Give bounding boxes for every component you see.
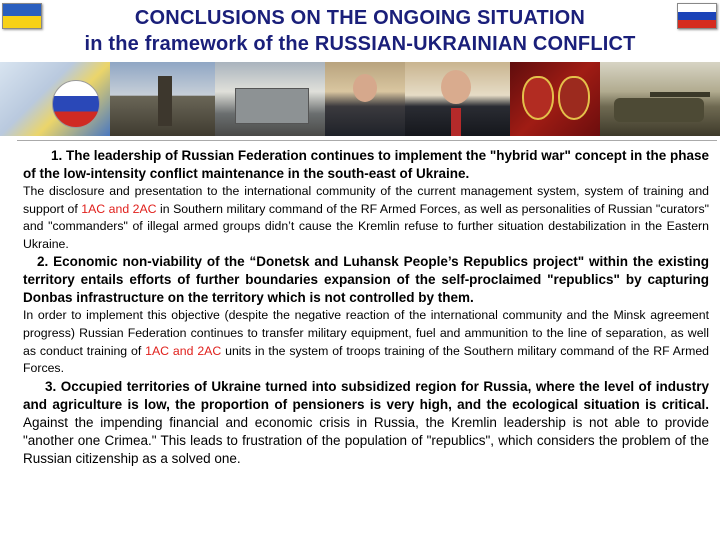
ukraine-flag-icon (2, 3, 42, 29)
conclusion-2-heading: 2. Economic non-viability of the “Donetsk and Luhansk People’s Republics project" within the existing territory entails efforts of further boundaries expansion of the self-proclaimed "republics" by capturing Donbas infrastructure on the territory which is not controlled by them. (23, 254, 709, 306)
officials-photo (325, 62, 405, 136)
conclusion-2-detail: In order to implement this objective (despite the negative reaction of the international community and the Minsk agreement progress) Russian Federation continues to transfer military equipment, fuel and ammunition to the line of separation, as well as conduct training of 1AC and 2AC units in the system of troops training of the Southern military command of the RF Armed Forces. (23, 308, 710, 376)
slide-header (0, 0, 720, 62)
photo-strip (0, 62, 720, 136)
flags-photo (0, 62, 110, 136)
conclusion-1-detail: The disclosure and presentation to the international community of the current management system, system of training and support of 1AC and 2AC in Southern military command of the RF Armed Forces, as well as personalities of Russian "curators" and "commanders" of illegal armed groups didn’t cause the Kremlin refuse to further situation destabilization in the Eastern Ukraine. (23, 184, 709, 251)
red-highlight: 1AC and 2AC (81, 201, 157, 216)
title-line-2: in the framework of the RUSSIAN-UKRAINIAN CONFLICT (84, 33, 636, 55)
tank-photo (600, 62, 720, 136)
title-line-1: CONCLUSIONS ON THE ONGOING SITUATION (134, 7, 586, 29)
putin-photo (405, 62, 510, 136)
conclusions-text (23, 147, 709, 468)
red-highlight: 1AC and 2AC (145, 343, 222, 358)
industrial-tower-photo (110, 62, 215, 136)
conclusion-3-detail: Against the impending financial and economic crisis in Russia, the Kremlin leadership is not able to provide "another one Crimea." This leads to frustration of the population of "republics", which considers the problem of the Russian citizenship as a solved one. (23, 414, 709, 466)
slide-title (40, 5, 680, 57)
emblems-photo (510, 62, 600, 136)
conclusion-3-heading: 3. Occupied territories of Ukraine turned into subsidized region for Russia, where the level of industry and agriculture is low, the proportion of pensioners is very high, and the ecological situation is critical. (23, 378, 709, 412)
conclusion-3 (23, 378, 709, 468)
russia-flag-icon (677, 3, 717, 29)
machinery-photo (215, 62, 325, 136)
content-panel (17, 140, 717, 541)
conclusion-1-heading: 1. The leadership of Russian Federation continues to implement the "hybrid war" concept in the phase of the low-intensity conflict maintenance in the south-east of Ukraine. (23, 148, 709, 181)
